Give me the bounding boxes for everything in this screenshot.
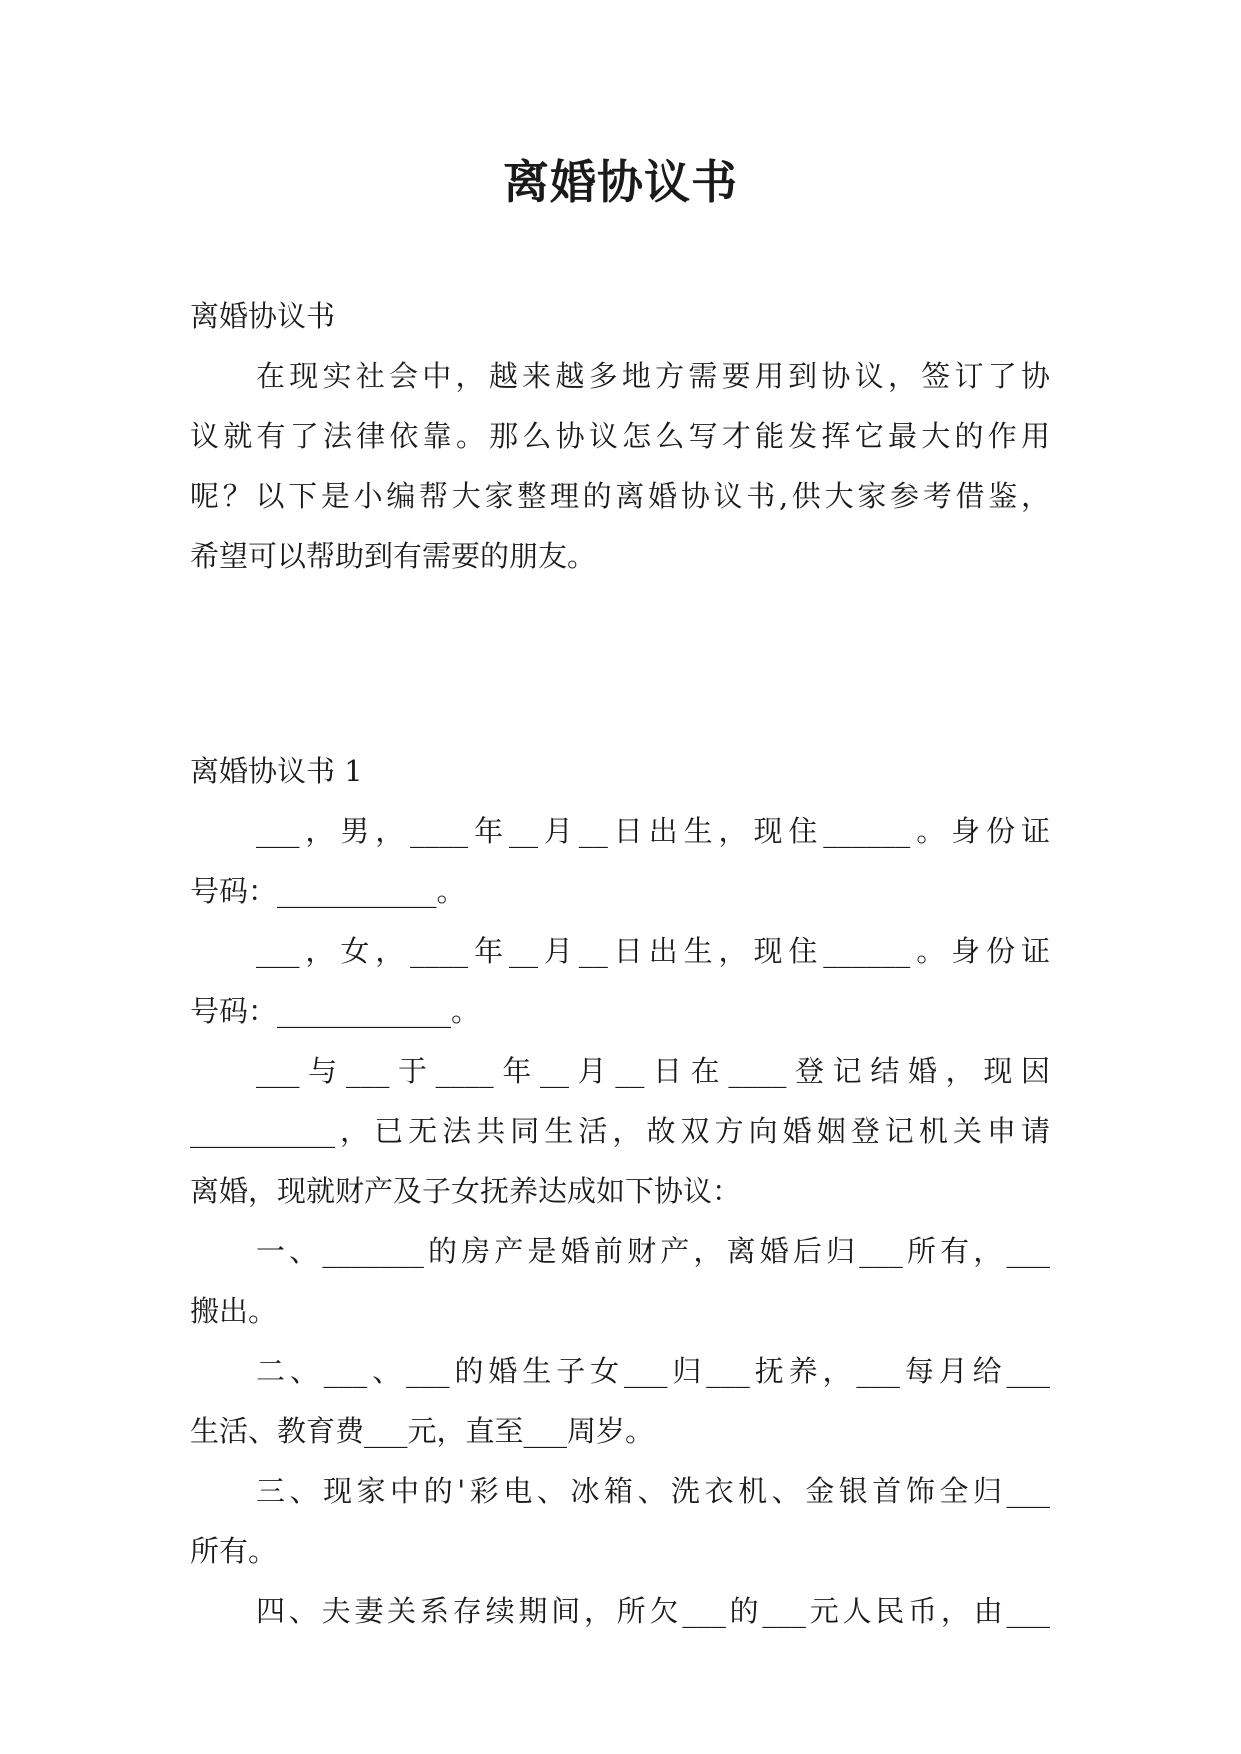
clause-line: ___，男，____年__月__日出生，现住______。身份证 (256, 814, 1050, 848)
intro-line: 希望可以帮助到有需要的朋友。 (190, 539, 597, 573)
page-title: 离婚协议书 (503, 155, 738, 209)
clause-line: 所有。 (190, 1534, 278, 1568)
intro-line: 议就有了法律依靠。那么协议怎么写才能发挥它最大的作用 (190, 419, 1050, 453)
clause-line: 号码：____________。 (190, 994, 481, 1028)
section-heading: 离婚协议书 1 (190, 754, 363, 788)
section-gap (190, 586, 1050, 741)
clause-line: 号码：___________。 (190, 874, 466, 908)
clause-line: 二、___、___的婚生子女___归___抚养，___每月给___ (256, 1354, 1050, 1388)
intro-line: 在现实社会中，越来越多地方需要用到协议，签订了协 (256, 359, 1050, 393)
doc-subtitle: 离婚协议书 (190, 299, 336, 333)
clause-line: 离婚，现就财产及子女抚养达成如下协议： (190, 1174, 742, 1208)
intro-line: 呢？以下是小编帮大家整理的离婚协议书,供大家参考借鉴， (190, 479, 1050, 513)
clause-line: 生活、教育费___元，直至___周岁。 (190, 1414, 655, 1448)
clause-line: ___与___于____年__月__日在____登记结婚，现因 (256, 1054, 1050, 1088)
clause-line: 搬出。 (190, 1294, 278, 1328)
clause-line: 一、_______的房产是婚前财产，离婚后归___所有，___ (256, 1234, 1050, 1268)
clause-line: 三、现家中的'彩电、冰箱、洗衣机、金银首饰全归___ (256, 1474, 1050, 1508)
clause-line: __________，已无法共同生活，故双方向婚姻登记机关申请 (190, 1114, 1050, 1148)
document-body (190, 286, 1050, 1641)
clause-line: ___，女，____年__月__日出生，现住______。身份证 (256, 934, 1050, 968)
clause-line: 四、夫妻关系存续期间，所欠___的___元人民币，由___ (256, 1594, 1050, 1628)
